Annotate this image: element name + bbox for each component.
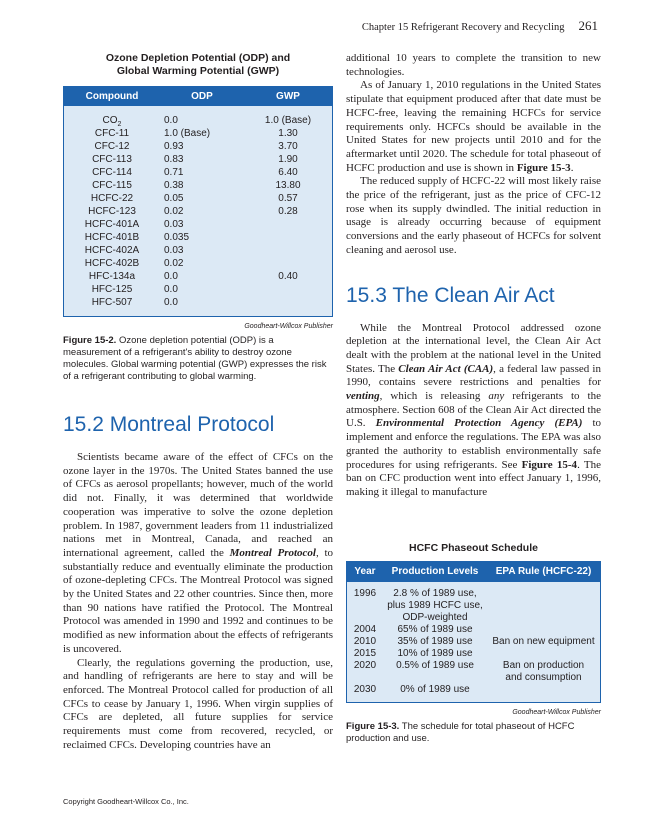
table-cell bbox=[244, 218, 332, 231]
table-cell: 2010 bbox=[353, 635, 377, 647]
table-cell: CFC-11 bbox=[94, 128, 130, 139]
table-cell: 0.0 bbox=[164, 115, 178, 126]
odp-table-title: Ozone Depletion Potential (ODP) and Global Warming Potential (GWP) bbox=[105, 52, 291, 77]
table-cell: 2020 bbox=[353, 659, 377, 671]
table-cell: CFC-114 bbox=[92, 167, 132, 178]
odp-table-header: Compound ODP GWP bbox=[64, 87, 332, 106]
table-row bbox=[347, 660, 600, 672]
left-column bbox=[63, 52, 333, 752]
table-cell: 0.57 bbox=[278, 193, 298, 204]
table-cell: HCFC-402B bbox=[84, 258, 140, 269]
table-cell bbox=[347, 600, 383, 612]
table-cell: Ban on new equipment bbox=[492, 635, 595, 647]
table-cell: HCFC-401B bbox=[84, 232, 140, 243]
table-cell: HCFC-401A bbox=[84, 219, 140, 230]
phaseout-table bbox=[346, 561, 601, 703]
table-row bbox=[64, 244, 332, 257]
table-cell bbox=[244, 244, 332, 257]
table-row bbox=[64, 270, 332, 283]
table-cell: 0.28 bbox=[278, 206, 298, 217]
table-cell bbox=[244, 257, 332, 270]
table-row bbox=[64, 231, 332, 244]
table-cell: 10% of 1989 use bbox=[397, 647, 473, 659]
table-cell: HCFC-123 bbox=[88, 206, 136, 217]
table-cell: 0.05 bbox=[164, 193, 184, 204]
table-row bbox=[347, 612, 600, 624]
table-cell: 0.03 bbox=[164, 219, 184, 230]
table-row bbox=[347, 636, 600, 648]
table-cell: 6.40 bbox=[278, 167, 298, 178]
section-15-2-paragraph-1: Scientists became aware of the effect of CFCs on the ozone layer in the 1970s. The United States banned the use of CFCs as aerosol propellants; however, much of the world did not. Finally, it was determined that worldwide cooperation was imperative to solve the ozone depletion problem. In 1987, government leaders from 11 industrialized nations met in Montreal, Canada, and reached an international agreement, called the Montreal Protocol, to substantially reduce and eventually eliminate the production of ozone-depleting CFCs. The Montreal Protocol was signed by the United States and 22 other countries. Since then, more than 90 nations have ratified the Protocol. The Montreal Protocol was amended in 1990 and 1992 and continues to be modified as new information about the effects of refrigerants is uncovered. bbox=[63, 451, 334, 655]
section-15-3-paragraph-1: While the Montreal Protocol addressed ozone depletion at the international level, the Clean Air Act dealt with the problem at the national level in the United States. The Clean Air Act (CAA), a federal law passed in 1990, contains severe restrictions and penalties for venting, which is releasing any refrigerants to the atmosphere. Section 608 of the Clean Air Act directed the U.S. Environmental Protection Agency (EPA) to implement and enforce the regulations. The EPA was also granted the authority to establish environmentally safe procedures for using refrigerants. See Figure 15-4. The ban on CFC production went into effect January 1, 1996, making it illegal to manufacture bbox=[346, 321, 602, 498]
table-cell: 0% of 1989 use bbox=[400, 683, 470, 695]
table-cell: 2030 bbox=[353, 683, 377, 695]
odp-table bbox=[63, 86, 333, 317]
table-cell: 1.90 bbox=[278, 154, 298, 165]
table-cell: 2004 bbox=[353, 623, 377, 635]
table-cell: plus 1989 HCFC use, bbox=[387, 599, 483, 611]
phaseout-credit: Goodheart-Willcox Publisher bbox=[512, 708, 601, 716]
page-number: 261 bbox=[578, 18, 598, 33]
table-cell bbox=[487, 648, 600, 660]
table-cell: HFC-134a bbox=[88, 271, 136, 282]
table-cell: 0.03 bbox=[164, 245, 184, 256]
table-row bbox=[347, 684, 600, 696]
table-cell: $CO_2$ bbox=[102, 115, 122, 128]
table-cell: 0.02 bbox=[164, 206, 184, 217]
odp-credit: Goodheart-Willcox Publisher bbox=[244, 323, 333, 330]
right-paragraph-1: As of January 1, 2010 regulations in the United States stipulate that equipment produced after that date must be HCFC-free, leaving the remaining HCFCs for service requirements only. HCFCs should be available in the United States for new projects until 2010 and for the aftermarket until 2020. The schedule for total phaseout of HCFC production and use is shown in Figure 15-3. bbox=[346, 79, 601, 174]
table-row bbox=[347, 588, 600, 600]
table-cell: 0.83 bbox=[164, 154, 184, 165]
table-cell bbox=[383, 672, 487, 684]
table-cell: 0.5% of 1989 use bbox=[396, 659, 474, 671]
figure-15-3-caption: Figure 15-3. The schedule for total phaseout of HCFC production and use. bbox=[346, 720, 575, 744]
section-15-3-heading: 15.3 The Clean Air Act bbox=[346, 283, 555, 307]
table-cell: 0.0 bbox=[164, 284, 178, 295]
phaseout-table-title: HCFC Phaseout Schedule bbox=[409, 541, 538, 554]
table-cell: 2015 bbox=[353, 647, 377, 659]
table-cell: 1.30 bbox=[278, 128, 298, 139]
table-row bbox=[64, 127, 332, 140]
table-cell: 2.8 % of 1989 use, bbox=[393, 587, 477, 599]
table-cell: and consumption bbox=[505, 671, 582, 683]
table-row bbox=[64, 114, 332, 127]
table-cell bbox=[487, 684, 600, 696]
running-header bbox=[362, 18, 598, 34]
table-cell: 3.70 bbox=[278, 141, 298, 152]
table-row bbox=[347, 600, 600, 612]
table-cell bbox=[244, 231, 332, 244]
table-cell: 1.0 (Base) bbox=[164, 128, 211, 139]
table-cell: 0.71 bbox=[164, 167, 184, 178]
table-cell: 0.02 bbox=[164, 258, 184, 269]
table-cell: 0.0 bbox=[164, 271, 178, 282]
table-cell: 1.0 (Base) bbox=[264, 115, 312, 126]
table-cell: HCFC-402A bbox=[84, 245, 140, 256]
table-row bbox=[64, 283, 332, 296]
right-paragraph-0: additional 10 years to complete the transition to new technologies. bbox=[346, 52, 601, 78]
table-row bbox=[64, 257, 332, 270]
right-paragraph-2: The reduced supply of HCFC-22 will most likely raise the price of the refrigerant, just as the price of CFC-12 rose when its supply dwindled. The initial reduction in usage is already occurring because of equipment conversions and the early phaseout of HCFCs for solvent cleaning and aerosol use. bbox=[346, 175, 601, 256]
table-cell: 0.38 bbox=[164, 180, 184, 191]
phaseout-table-header: Year Production Levels EPA Rule (HCFC-22) bbox=[347, 562, 600, 582]
table-cell: CFC-12 bbox=[94, 141, 130, 152]
table-row bbox=[64, 179, 332, 192]
copyright-footer: Copyright Goodheart-Willcox Co., Inc. bbox=[63, 797, 189, 806]
co2-subscript: 2 bbox=[117, 121, 122, 128]
section-15-2-heading: 15.2 Montreal Protocol bbox=[63, 413, 275, 436]
table-cell bbox=[487, 600, 600, 612]
figure-15-2-caption: Figure 15-2. Ozone depletion potential (ODP) is a measurement of a refrigerant's ability to destroy ozone molecules. Global warming potential (GWP) expresses the risk of a refrigerant contributing to global warming. bbox=[63, 335, 327, 382]
table-row bbox=[347, 648, 600, 660]
table-cell: 0.035 bbox=[164, 232, 190, 243]
table-cell: 13.80 bbox=[275, 180, 301, 191]
table-cell bbox=[487, 612, 600, 624]
phaseout-table-body bbox=[347, 582, 600, 702]
table-cell: 35% of 1989 use bbox=[397, 635, 473, 647]
table-cell: CFC-113 bbox=[92, 154, 132, 165]
odp-table-body bbox=[64, 106, 332, 316]
right-column bbox=[346, 52, 601, 745]
table-row bbox=[64, 192, 332, 205]
table-cell bbox=[347, 612, 383, 624]
table-cell bbox=[487, 624, 600, 636]
table-cell: 1996 bbox=[353, 587, 377, 599]
table-cell bbox=[487, 588, 600, 600]
section-15-2-paragraph-2: Clearly, the regulations governing the production, use, and handling of refrigerants are here to stay and will be enforced. The Montreal Protocol called for production of all CFCs to cease by January 1, 1996. When virgin supplies of CFCs are depleted, all future supplies for service requirements must come from recovered, recycled, or reclaimed CFCs. Developing countries have an bbox=[63, 656, 333, 751]
table-cell bbox=[244, 296, 332, 309]
table-row bbox=[347, 672, 600, 684]
table-row bbox=[64, 205, 332, 218]
table-cell: 65% of 1989 use bbox=[397, 623, 473, 635]
table-row bbox=[64, 166, 332, 179]
table-row bbox=[64, 140, 332, 153]
table-cell bbox=[347, 672, 383, 684]
chapter-title: Chapter 15 Refrigerant Recovery and Recycling bbox=[361, 22, 565, 33]
table-row bbox=[64, 153, 332, 166]
table-row bbox=[347, 624, 600, 636]
table-cell: HFC-507 bbox=[91, 297, 133, 308]
table-row bbox=[64, 218, 332, 231]
table-cell: HCFC-22 bbox=[90, 193, 134, 204]
table-cell: HFC-125 bbox=[91, 284, 133, 295]
table-cell: ODP-weighted bbox=[402, 611, 468, 623]
table-cell: Ban on production bbox=[502, 659, 585, 671]
table-cell: 0.40 bbox=[278, 271, 298, 282]
table-cell: 0.0 bbox=[164, 297, 178, 308]
table-row bbox=[64, 296, 332, 309]
table-cell: CFC-115 bbox=[92, 180, 132, 191]
table-cell bbox=[244, 283, 332, 296]
table-cell: 0.93 bbox=[164, 141, 184, 152]
